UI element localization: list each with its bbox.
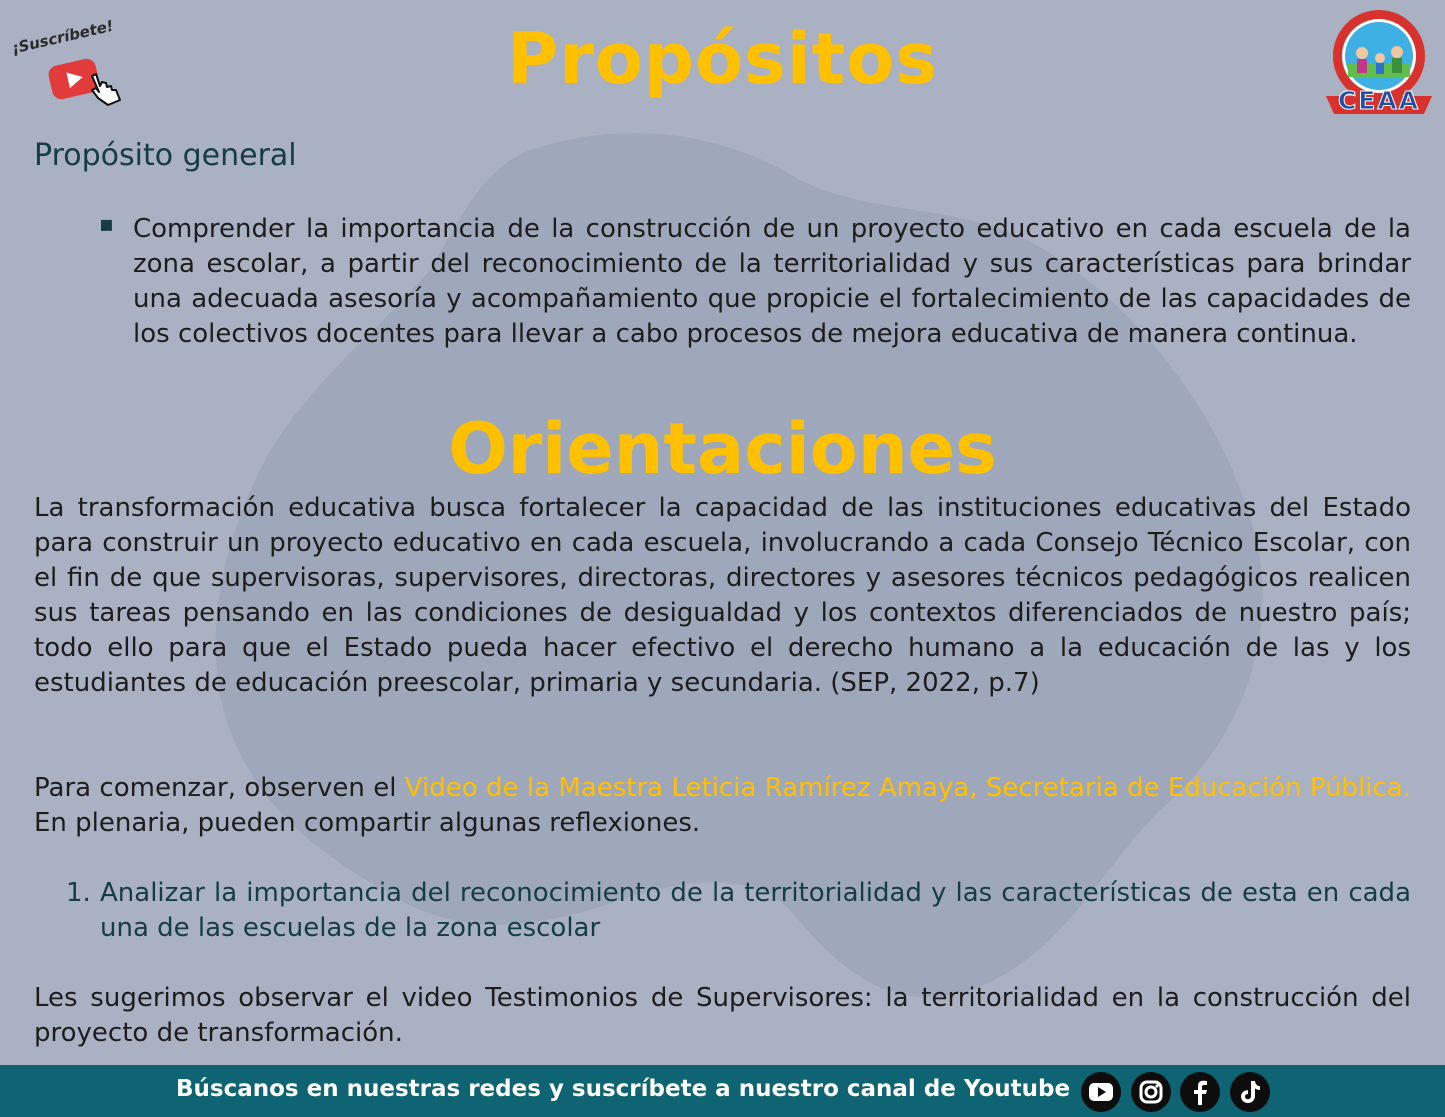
section-heading-proposito-general: Propósito general xyxy=(34,138,297,173)
footer-bar xyxy=(0,1065,1445,1117)
paragraph-text: Para comenzar, observen el xyxy=(34,773,405,803)
list-item xyxy=(34,876,1411,946)
paragraph-text: En plenaria, pueden compartir algunas reflexiones. xyxy=(34,808,701,838)
list-number: 1. xyxy=(66,878,91,908)
list-item-text: Analizar la importancia del reconocimiento de la territorialidad y las características de esta en cada una de las escuelas de la zona escolar xyxy=(100,878,1411,943)
facebook-icon[interactable] xyxy=(1180,1072,1220,1112)
list-item xyxy=(95,212,1411,352)
purpose-bullet-list xyxy=(95,212,1411,352)
instagram-icon[interactable] xyxy=(1131,1072,1171,1112)
subscribe-label: ¡Suscríbete! xyxy=(10,16,116,58)
square-bullet-icon: ▪ xyxy=(99,212,114,237)
tiktok-icon[interactable] xyxy=(1230,1072,1270,1112)
video-link[interactable]: Video de la Maestra Leticia Ramírez Amaya, Secretaria de Educación Pública. xyxy=(404,773,1412,803)
page-title: Propósitos xyxy=(507,18,938,100)
logo-text: CEAA xyxy=(1337,86,1421,115)
youtube-icon[interactable] xyxy=(1081,1072,1121,1112)
orientaciones-paragraph: La transformación educativa busca fortalecer la capacidad de las instituciones educativas del Estado para construir un proyecto educativo en cada escuela, involucrando a cada Consejo Técnico Escolar, con el fin de que supervisoras, supervisores, directoras, directores y asesores técnicos pedagógicos realicen sus tareas pensando en las condiciones de desigualdad y los contextos diferenciados de nuestro país; todo ello para que el Estado pueda hacer efectivo el derecho humano a la educación de las y los estudiantes de educación preescolar, primaria y secundaria. (SEP, 2022, p.7) xyxy=(34,493,1411,698)
purpose-text: Comprender la importancia de la construcción de un proyecto educativo en cada escuela de la zona escolar, a partir del reconocimiento de la territorialidad y sus características para brindar una adecuada asesoría y acompañamiento que propicie el fortalecimiento de las capacidades de los colectivos docentes para llevar a cabo procesos de mejora educativa de manera continua. xyxy=(133,214,1411,349)
suggestion-paragraph: Les sugerimos observar el video Testimonios de Supervisores: la territorialidad en la construcción del proyecto de transformación. xyxy=(34,983,1411,1048)
numbered-list xyxy=(34,876,1411,946)
video-instructions-paragraph xyxy=(34,771,1411,841)
footer-text: Búscanos en nuestras redes y suscríbete a nuestro canal de Youtube xyxy=(176,1076,1071,1102)
ceaa-logo xyxy=(1318,8,1440,116)
section-title-orientaciones: Orientaciones xyxy=(448,408,997,490)
